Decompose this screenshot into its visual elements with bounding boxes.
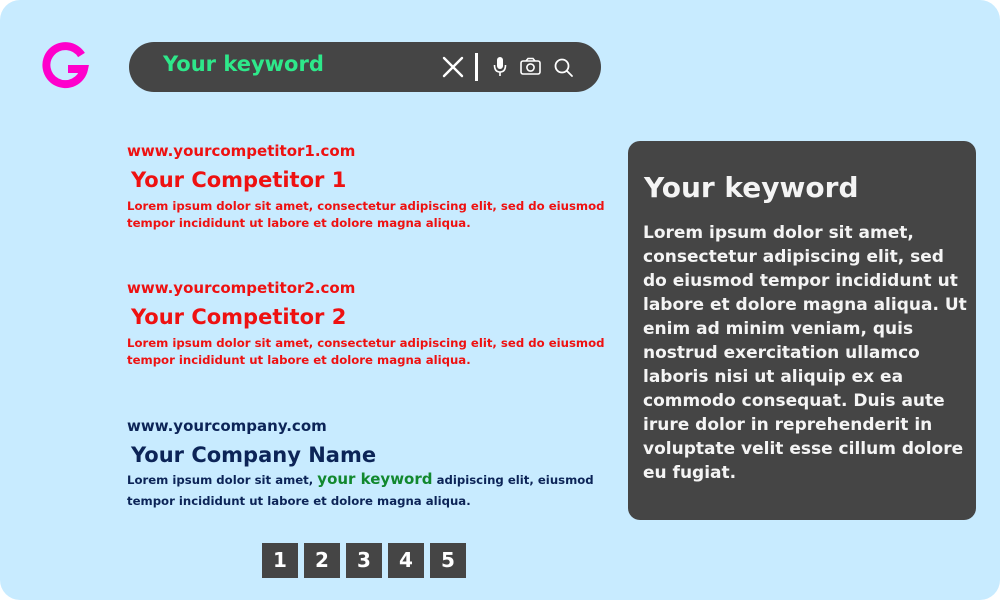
description-text: Lorem ipsum dolor sit amet, bbox=[127, 473, 318, 487]
result-description-line: tempor incididunt ut labore et dolore magna aliqua. bbox=[127, 494, 471, 508]
result-description-line bbox=[127, 469, 617, 491]
result-title[interactable]: Your Company Name bbox=[131, 443, 377, 467]
result-title[interactable]: Your Competitor 2 bbox=[131, 305, 347, 329]
search-result-company bbox=[127, 417, 617, 512]
page-button-2[interactable]: 2 bbox=[304, 543, 340, 578]
result-description-line: Lorem ipsum dolor sit amet, consectetur adipiscing elit, sed do eiusmod bbox=[127, 199, 605, 213]
search-result-competitor-1 bbox=[127, 142, 617, 232]
search-result-competitor-2 bbox=[127, 279, 617, 369]
result-url[interactable]: www.yourcompetitor1.com bbox=[127, 142, 356, 160]
knowledge-panel-title: Your keyword bbox=[644, 171, 859, 204]
result-title[interactable]: Your Competitor 1 bbox=[131, 168, 347, 192]
microphone-icon[interactable] bbox=[492, 55, 508, 83]
search-bar bbox=[129, 42, 601, 92]
knowledge-panel bbox=[628, 141, 976, 520]
knowledge-panel-text: Lorem ipsum dolor sit amet, consectetur adipiscing elit, sed do eiusmod tempor incididunt ut labore et dolore magna aliqua. Ut enim ad minim veniam, quis nostrud exercitation ullamco laboris nisi ut aliquip ex ea commodo consequat. Duis aute irure dolor in reprehenderit in voluptate velit esse cillum dolore eu fugiat. bbox=[643, 223, 967, 483]
result-description bbox=[127, 469, 617, 512]
search-divider bbox=[475, 53, 478, 81]
search-input[interactable]: Your keyword bbox=[163, 52, 324, 76]
page-button-1[interactable]: 1 bbox=[262, 543, 298, 578]
page-button-4[interactable]: 4 bbox=[388, 543, 424, 578]
result-url[interactable]: www.yourcompany.com bbox=[127, 417, 327, 435]
page-button-5[interactable]: 5 bbox=[430, 543, 466, 578]
result-url[interactable]: www.yourcompetitor2.com bbox=[127, 279, 356, 297]
description-text: adipiscing elit, eiusmod bbox=[432, 473, 594, 487]
search-icon[interactable] bbox=[553, 57, 575, 83]
g-logo-icon[interactable] bbox=[40, 42, 94, 92]
keyword-highlight: your keyword bbox=[317, 470, 433, 488]
close-icon[interactable] bbox=[442, 56, 464, 82]
page-button-3[interactable]: 3 bbox=[346, 543, 382, 578]
result-description bbox=[127, 198, 617, 232]
camera-icon[interactable] bbox=[519, 57, 543, 81]
result-description-line: tempor incididunt ut labore et dolore magna aliqua. bbox=[127, 353, 471, 367]
result-description-line: Lorem ipsum dolor sit amet, consectetur adipiscing elit, sed do eiusmod bbox=[127, 336, 605, 350]
result-description-line: tempor incididunt ut labore et dolore magna aliqua. bbox=[127, 216, 471, 230]
result-description bbox=[127, 335, 617, 369]
